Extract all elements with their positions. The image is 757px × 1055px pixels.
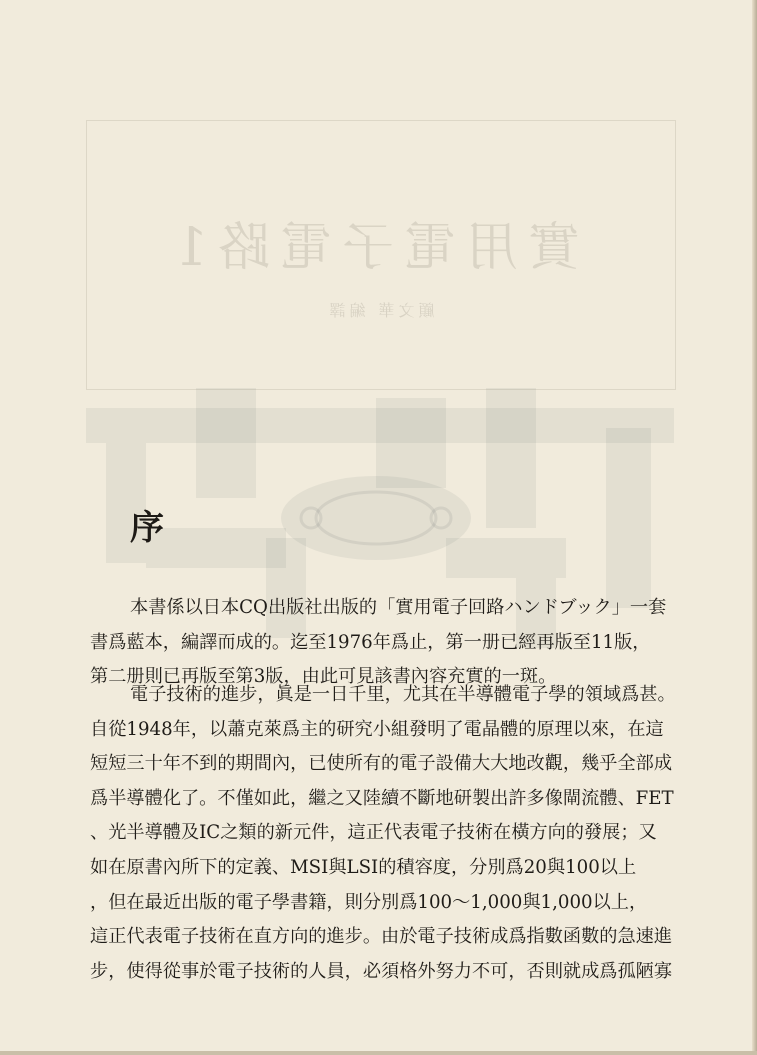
paragraph-line: 短短三十年不到的期間內，已使所有的電子設備大大地改觀，幾乎全部成 — [90, 753, 673, 775]
paragraph-line: ，但在最近出版的電子學書籍，則分別爲100～1,000與1,000以上， — [90, 891, 648, 913]
paragraph-line: 爲半導體化了。不僅如此，繼之又陸續不斷地研製出許多像閘流體、FET — [90, 787, 674, 809]
page-edge-shadow — [752, 0, 757, 1055]
paragraph-line: 電子技術的進步，眞是一日千里，尤其在半導體電子學的領域爲甚。 — [130, 684, 676, 705]
paragraph-line: 自從1948年，以蕭克萊爲主的研究小組發明了電晶體的原理以來，在這 — [90, 718, 664, 740]
reverse-side-cover-title: 實用電子電路1 — [164, 218, 580, 278]
preface-paragraph-2 — [90, 678, 690, 989]
paragraph-line: 步，使得從事於電子技術的人員，必須格外努力不可，否則就成爲孤陋寡 — [90, 960, 673, 982]
paragraph-line: 書爲藍本，編譯而成的。迄至1976年爲止，第一册已經再版至11版， — [90, 631, 651, 653]
paragraph-line: 第二册則已再版至第3版，由此可見該書內容充實的一斑。 — [90, 666, 557, 688]
paragraph-line: 本書係以日本CQ出版社出版的「實用電子回路ハンドブック」一套 — [130, 597, 667, 618]
preface-heading: 序 — [130, 508, 164, 548]
paragraph-line: 如在原書內所下的定義、MSI與LSI的積容度，分別爲20與100以上 — [90, 856, 637, 878]
reverse-side-cover-author: 顧文華 編譯 — [325, 301, 435, 320]
paragraph-line: 這正代表電子技術在直方向的進步。由於電子技術成爲指數函數的急速進 — [90, 926, 673, 948]
paragraph-line: 、光半導體及IC之類的新元件，這正代表電子技術在橫方向的發展；又 — [90, 822, 657, 844]
page-edge-bottom — [0, 1051, 757, 1055]
